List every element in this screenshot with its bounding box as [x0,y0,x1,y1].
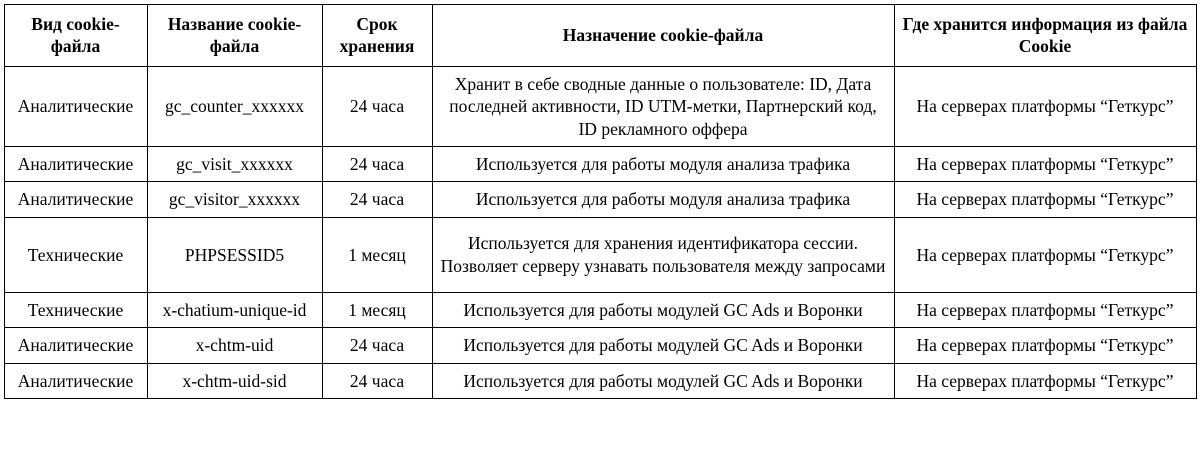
cell-cookie-purpose: Используется для хранения идентификатора сессии. Позволяет серверу узнавать пользователя между запросами [432,217,894,292]
cell-storage-location: На серверах платформы “Геткурс” [894,292,1196,327]
cell-cookie-type: Технические [4,217,147,292]
table-row [4,292,1196,327]
cell-cookie-type: Технические [4,292,147,327]
cell-storage-location: На серверах платформы “Геткурс” [894,182,1196,217]
cell-retention-term: 1 месяц [322,217,432,292]
table-row [4,217,1196,292]
column-header-retention-term: Срок хранения [322,5,432,67]
table-row [4,146,1196,181]
cell-cookie-purpose: Используется для работы модуля анализа трафика [432,182,894,217]
cell-retention-term: 24 часа [322,328,432,363]
cell-cookie-type: Аналитические [4,146,147,181]
cell-cookie-purpose: Используется для работы модулей GC Ads и Воронки [432,328,894,363]
column-header-cookie-type: Вид cookie-файла [4,5,147,67]
column-header-storage-location: Где хранится информация из файла Cookie [894,5,1196,67]
cell-retention-term: 1 месяц [322,292,432,327]
cell-storage-location: На серверах платформы “Геткурс” [894,66,1196,146]
cell-cookie-type: Аналитические [4,66,147,146]
cell-cookie-type: Аналитические [4,363,147,398]
table-row [4,182,1196,217]
table-header-row [4,5,1196,67]
cell-cookie-type: Аналитические [4,328,147,363]
cell-cookie-purpose: Используется для работы модулей GC Ads и Воронки [432,292,894,327]
table-body [4,66,1196,398]
cell-retention-term: 24 часа [322,146,432,181]
cell-cookie-name: x-chatium-unique-id [147,292,322,327]
table-row [4,328,1196,363]
cell-storage-location: На серверах платформы “Геткурс” [894,363,1196,398]
cell-cookie-name: gc_counter_xxxxxx [147,66,322,146]
cell-retention-term: 24 часа [322,363,432,398]
cell-cookie-purpose: Используется для работы модуля анализа трафика [432,146,894,181]
column-header-cookie-purpose: Назначение cookie-файла [432,5,894,67]
cell-cookie-name: gc_visitor_xxxxxx [147,182,322,217]
cell-cookie-name: x-chtm-uid [147,328,322,363]
column-header-cookie-name: Название cookie-файла [147,5,322,67]
table-header [4,5,1196,67]
cell-cookie-type: Аналитические [4,182,147,217]
cell-cookie-name: PHPSESSID5 [147,217,322,292]
cookie-policy-table [4,4,1197,399]
cell-cookie-name: x-chtm-uid-sid [147,363,322,398]
cell-storage-location: На серверах платформы “Геткурс” [894,328,1196,363]
table-row [4,66,1196,146]
cell-cookie-purpose: Хранит в себе сводные данные о пользователе: ID, Дата последней активности, ID UTM-метки, Партнерский код, ID рекламного оффера [432,66,894,146]
cell-cookie-name: gc_visit_xxxxxx [147,146,322,181]
cell-retention-term: 24 часа [322,66,432,146]
table-row [4,363,1196,398]
cell-storage-location: На серверах платформы “Геткурс” [894,146,1196,181]
cell-storage-location: На серверах платформы “Геткурс” [894,217,1196,292]
cell-cookie-purpose: Используется для работы модулей GC Ads и Воронки [432,363,894,398]
cell-retention-term: 24 часа [322,182,432,217]
